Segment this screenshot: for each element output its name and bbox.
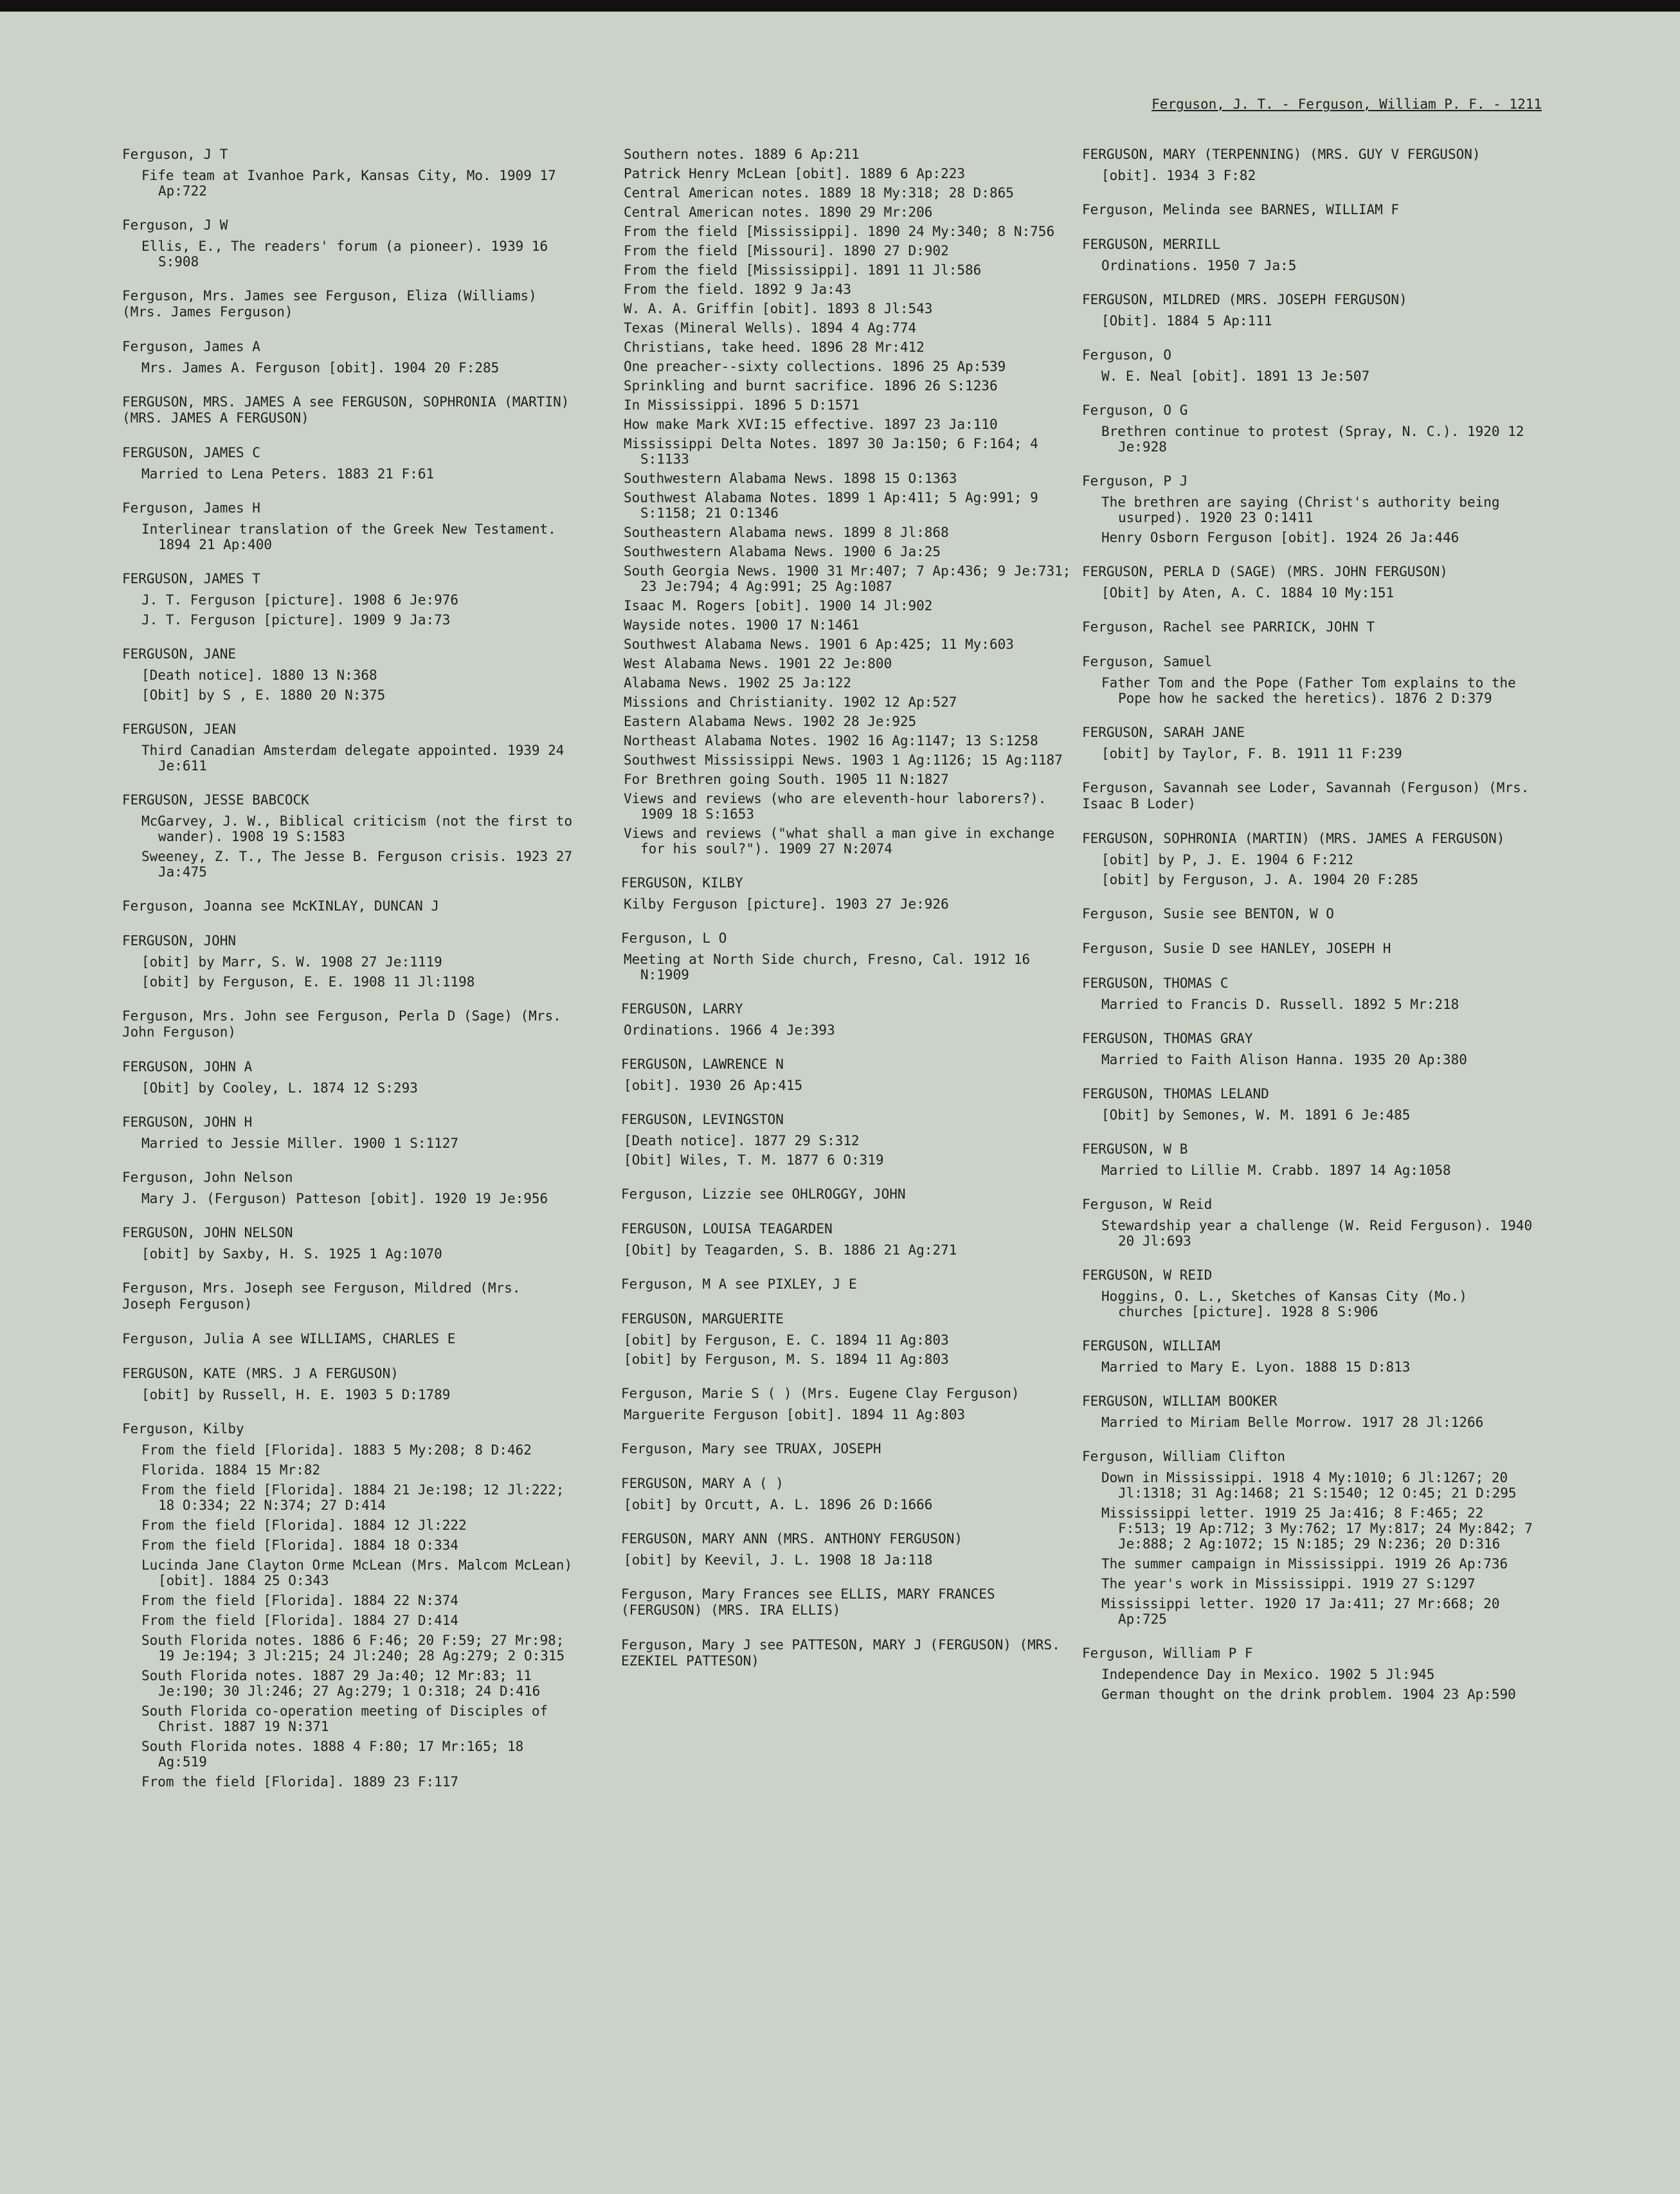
entry-citation: Meeting at North Side church, Fresno, Cal. 1912 16 N:1909 [624,952,1031,983]
entry-citation: Texas (Mineral Wells). 1894 4 Ag:774 [624,320,917,336]
entry-heading: Ferguson, Susie D see HANLEY, JOSEPH H [1082,941,1391,956]
entry-heading: Ferguson, Mary J see PATTESON, MARY J (FERGUSON) (MRS. EZEKIEL PATTESON) [621,1637,1060,1669]
entry-heading: Ferguson, William P F [1082,1646,1253,1661]
entry-citation: [obit] by Ferguson, J. A. 1904 20 F:285 [1101,872,1419,887]
index-entry [122,445,575,482]
entry-citation: Mississippi Delta Notes. 1897 30 Ja:150; 6 F:164; 4 S:1133 [624,436,1038,467]
entry-citation: From the field [Mississippi]. 1891 11 Jl:586 [624,262,982,278]
entry-citation: Marguerite Ferguson [obit]. 1894 11 Ag:803 [624,1407,966,1422]
index-entry [122,1331,575,1347]
entry-citation: Eastern Alabama News. 1902 28 Je:925 [624,714,917,729]
index-entry [1082,1393,1535,1430]
entry-citation: Wayside notes. 1900 17 N:1461 [624,617,860,633]
entry-heading: FERGUSON, JESSE BABCOCK [122,792,309,808]
entry-citation: [Obit] Wiles, T. M. 1877 6 O:319 [624,1152,884,1168]
entry-citation: McGarvey, J. W., Biblical criticism (not the first to wander). 1908 19 S:1583 [141,813,573,844]
entry-citation: Sprinkling and burnt sacrifice. 1896 26 S:1236 [624,378,998,394]
running-head: Ferguson, J. T. - Ferguson, William P. F. - 1211 [1152,96,1542,112]
entry-heading: Ferguson, O G [1082,403,1188,418]
entry-citation: Isaac M. Rogers [obit]. 1900 14 Jl:902 [624,598,933,613]
index-column-1 [122,147,575,1808]
index-entry [1082,1141,1535,1178]
entry-heading: FERGUSON, JANE [122,646,237,662]
entry-citation: Southwestern Alabama News. 1898 15 O:1363 [624,471,957,486]
index-entry [621,1386,1074,1422]
entry-citation: Third Canadian Amsterdam delegate appointed. 1939 24 Je:611 [141,743,565,774]
entry-citation: [obit] by Ferguson, M. S. 1894 11 Ag:803 [624,1352,949,1367]
index-entry [122,1059,575,1096]
index-entry [1082,1646,1535,1702]
entry-citation: [obit] by Marr, S. W. 1908 27 Je:1119 [141,954,442,970]
entry-citation: Father Tom and the Pope (Father Tom explains to the Pope how he sacked the heretics). 1876 2 D:379 [1101,675,1516,706]
index-entry [1082,831,1535,887]
index-entry [621,1276,1074,1292]
entry-citation: Fife team at Ivanhoe Park, Kansas City, Mo. 1909 17 Ap:722 [141,168,556,199]
index-entry [1082,473,1535,545]
index-entry [621,1441,1074,1457]
entry-citation: [obit] by Saxby, H. S. 1925 1 Ag:1070 [141,1246,442,1262]
index-entry [1082,975,1535,1012]
entry-citation: [obit] by Ferguson, E. C. 1894 11 Ag:803 [624,1332,949,1348]
entry-citation: Southwest Alabama Notes. 1899 1 Ap:411; 5 Ag:991; 9 S:1158; 21 O:1346 [624,490,1038,521]
entry-citation: Married to Lillie M. Crabb. 1897 14 Ag:1058 [1101,1163,1451,1178]
entry-heading: Ferguson, James A [122,339,260,354]
entry-citation: W. E. Neal [obit]. 1891 13 Je:507 [1101,368,1370,384]
entry-heading: Ferguson, Samuel [1082,654,1213,669]
entry-heading: FERGUSON, LEVINGSTON [621,1112,784,1127]
entry-citation: Southwest Mississippi News. 1903 1 Ag:1126; 15 Ag:1187 [624,752,1063,768]
entry-citation: Central American notes. 1889 18 My:318; 28 D:865 [624,185,1014,201]
index-entry [1082,1267,1535,1319]
entry-citation: Patrick Henry McLean [obit]. 1889 6 Ap:223 [624,166,966,181]
index-entry [122,898,575,914]
entry-heading: Ferguson, James H [122,500,260,516]
entry-citation: Sweeney, Z. T., The Jesse B. Ferguson crisis. 1923 27 Ja:475 [141,849,573,880]
entry-citation: [obit] by Taylor, F. B. 1911 11 F:239 [1101,746,1402,761]
entry-citation: [Death notice]. 1880 13 N:368 [141,667,377,683]
index-entry [1082,1086,1535,1123]
entry-citation: Interlinear translation of the Greek New Testament. 1894 21 Ap:400 [141,521,556,552]
entry-heading: Ferguson, P J [1082,473,1188,489]
entry-heading: FERGUSON, KILBY [621,875,743,891]
index-entry [621,1186,1074,1202]
index-entry [1082,237,1535,273]
entry-heading: Ferguson, Lizzie see OHLROGGY, JOHN [621,1186,906,1202]
entry-heading: Ferguson, J W [122,217,228,233]
index-entry [122,1170,575,1206]
entry-heading: FERGUSON, LAWRENCE N [621,1056,784,1072]
entry-heading: FERGUSON, MARGUERITE [621,1311,784,1327]
entry-citation: J. T. Ferguson [picture]. 1909 9 Ja:73 [141,612,451,628]
entry-citation: Northeast Alabama Notes. 1902 16 Ag:1147; 13 S:1258 [624,733,1038,748]
entry-citation: German thought on the drink problem. 1904 23 Ap:590 [1101,1687,1516,1702]
entry-citation: South Florida notes. 1887 29 Ja:40; 12 Mr:83; 11 Je:190; 30 Jl:246; 27 Ag:279; 1 O:318; 24 D:416 [141,1668,541,1699]
index-entry [1082,1338,1535,1375]
index-entry [122,1366,575,1402]
entry-citation: Brethren continue to protest (Spray, N. C.). 1920 12 Je:928 [1101,424,1524,455]
entry-heading: Ferguson, William Clifton [1082,1449,1286,1464]
entry-citation: From the field [Florida]. 1883 5 My:208; 8 D:462 [141,1442,532,1458]
entry-heading: FERGUSON, MRS. JAMES A see FERGUSON, SOPHRONIA (MARTIN) (MRS. JAMES A FERGUSON) [122,394,570,426]
entry-citation: From the field. 1892 9 Ja:43 [624,282,852,297]
entry-heading: FERGUSON, MARY A ( ) [621,1476,784,1491]
index-column-2 [621,147,1074,1688]
entry-citation: Married to Lena Peters. 1883 21 F:61 [141,466,435,482]
entry-heading: Ferguson, Susie see BENTON, W O [1082,906,1334,921]
index-entry [1082,1031,1535,1067]
entry-heading: FERGUSON, THOMAS C [1082,975,1229,991]
entry-citation: Views and reviews (who are eleventh-hour laborers?). 1909 18 S:1653 [624,791,1047,822]
entry-heading: FERGUSON, JOHN NELSON [122,1225,293,1240]
entry-heading: FERGUSON, MERRILL [1082,237,1220,252]
entry-citation: How make Mark XVI:15 effective. 1897 23 Ja:110 [624,417,998,432]
index-entry [621,1112,1074,1168]
index-entry [621,1531,1074,1568]
entry-citation: From the field [Missouri]. 1890 27 D:902 [624,243,949,258]
entry-citation: [obit] by Orcutt, A. L. 1896 26 D:1666 [624,1497,933,1512]
entry-citation: [Obit]. 1884 5 Ap:111 [1101,313,1272,329]
index-entry [1082,941,1535,957]
index-entry [621,1476,1074,1512]
entry-heading: FERGUSON, LOUISA TEAGARDEN [621,1221,833,1237]
scan-top-edge [0,0,1680,12]
entry-citation: [Obit] by Aten, A. C. 1884 10 My:151 [1101,585,1395,601]
entry-citation: [Obit] by S , E. 1880 20 N:375 [141,687,386,703]
index-entry [1082,347,1535,384]
index-entry [1082,619,1535,635]
entry-citation: South Florida co-operation meeting of Disciples of Christ. 1887 19 N:371 [141,1703,548,1734]
entry-citation: [Death notice]. 1877 29 S:312 [624,1133,860,1148]
entry-citation: Central American notes. 1890 29 Mr:206 [624,204,933,220]
entry-heading: Ferguson, J T [122,147,228,162]
entry-heading: FERGUSON, WILLIAM [1082,1338,1220,1354]
entry-citation: [obit] by P, J. E. 1904 6 F:212 [1101,852,1353,867]
entry-heading: FERGUSON, MARY ANN (MRS. ANTHONY FERGUSON) [621,1531,963,1546]
entry-citation: Ellis, E., The readers' forum (a pioneer). 1939 16 S:908 [141,239,548,269]
entry-citation: [obit]. 1930 26 Ap:415 [624,1078,803,1093]
index-entry [122,1421,575,1790]
index-entry [621,1056,1074,1093]
index-entry [1082,403,1535,455]
entry-citation: Lucinda Jane Clayton Orme McLean (Mrs. Malcom McLean) [obit]. 1884 25 O:343 [141,1557,573,1588]
entry-heading: FERGUSON, JAMES T [122,571,260,586]
index-entry [621,1311,1074,1367]
entry-citation: Mississippi letter. 1920 17 Ja:411; 27 Mr:668; 20 Ap:725 [1101,1596,1500,1627]
entry-heading: Ferguson, O [1082,347,1172,363]
entry-citation: [obit] by Ferguson, E. E. 1908 11 Jl:1198 [141,974,475,990]
entry-citation: The year's work in Mississippi. 1919 27 S:1297 [1101,1576,1476,1591]
index-entry [1082,202,1535,218]
index-entry [122,288,575,320]
entry-citation: J. T. Ferguson [picture]. 1908 6 Je:976 [141,592,459,608]
index-entry [621,1221,1074,1258]
entry-heading: Ferguson, Mrs. John see Ferguson, Perla D (Sage) (Mrs. John Ferguson) [122,1008,561,1040]
index-entry [1082,1449,1535,1627]
entry-heading: FERGUSON, WILLIAM BOOKER [1082,1393,1278,1409]
entry-heading: FERGUSON, W REID [1082,1267,1213,1283]
entry-citation: Alabama News. 1902 25 Ja:122 [624,675,852,691]
entry-heading: FERGUSON, JEAN [122,721,237,737]
entry-heading: FERGUSON, MILDRED (MRS. JOSEPH FERGUSON) [1082,292,1407,307]
entry-citation: [obit] by Keevil, J. L. 1908 18 Ja:118 [624,1552,933,1568]
entry-heading: Ferguson, W Reid [1082,1197,1213,1212]
entry-citation: Florida. 1884 15 Mr:82 [141,1462,321,1478]
entry-heading: FERGUSON, SOPHRONIA (MARTIN) (MRS. JAMES A FERGUSON) [1082,831,1505,846]
index-entry [122,217,575,269]
entry-heading: Ferguson, Melinda see BARNES, WILLIAM F [1082,202,1400,217]
entry-citation: From the field [Florida]. 1884 12 Jl:222 [141,1518,467,1533]
index-entry [122,792,575,880]
entry-citation: Mary J. (Ferguson) Patteson [obit]. 1920 19 Je:956 [141,1191,548,1206]
entry-heading: Ferguson, Mrs. Joseph see Ferguson, Mildred (Mrs. Joseph Ferguson) [122,1280,521,1312]
entry-citation: Mississippi letter. 1919 25 Ja:416; 8 F:465; 22 F:513; 19 Ap:712; 3 My:762; 17 My:817; 24 My:842; 7 Je:888; 2 Ag:1072; 15 N:185; 29 N:236; 20 D:316 [1101,1505,1533,1552]
entry-citation: Married to Faith Alison Hanna. 1935 20 Ap:380 [1101,1052,1467,1067]
entry-heading: Ferguson, L O [621,930,727,946]
entry-heading: FERGUSON, JAMES C [122,445,260,460]
entry-heading: Ferguson, Mary Frances see ELLIS, MARY FRANCES (FERGUSON) (MRS. IRA ELLIS) [621,1586,995,1618]
index-entry [122,721,575,774]
entry-heading: FERGUSON, MARY (TERPENNING) (MRS. GUY V FERGUSON) [1082,147,1481,162]
entry-citation: South Florida notes. 1886 6 F:46; 20 F:59; 27 Mr:98; 19 Je:194; 3 Jl:215; 24 Jl:240; 28 Ag:279; 2 O:315 [141,1633,565,1664]
entry-heading: Ferguson, Marie S ( ) (Mrs. Eugene Clay Ferguson) [621,1386,1020,1401]
index-column-3 [1082,147,1535,1721]
index-entry [122,646,575,703]
entry-citation: Married to Mary E. Lyon. 1888 15 D:813 [1101,1359,1411,1375]
entry-citation: Mrs. James A. Ferguson [obit]. 1904 20 F:285 [141,360,500,376]
index-entry [621,930,1074,983]
index-entry [122,933,575,990]
entry-citation: Married to Jessie Miller. 1900 1 S:1127 [141,1136,459,1151]
entry-citation: [Obit] by Cooley, L. 1874 12 S:293 [141,1080,418,1096]
entry-citation: Independence Day in Mexico. 1902 5 Jl:945 [1101,1667,1435,1682]
entry-citation: Christians, take heed. 1896 28 Mr:412 [624,340,925,355]
entry-heading: Ferguson, John Nelson [122,1170,293,1185]
entry-citation: From the field [Florida]. 1884 22 N:374 [141,1593,459,1608]
entry-citation: Married to Miriam Belle Morrow. 1917 28 Jl:1266 [1101,1415,1484,1430]
index-entry [621,1586,1074,1618]
entry-citation: One preacher--sixty collections. 1896 25 Ap:539 [624,359,1006,374]
index-entry [122,339,575,376]
entry-citation: For Brethren going South. 1905 11 N:1827 [624,772,949,787]
entry-citation: [Obit] by Semones, W. M. 1891 6 Je:485 [1101,1107,1411,1123]
index-entry [621,1637,1074,1669]
entry-heading: FERGUSON, THOMAS LELAND [1082,1086,1269,1102]
entry-citation: The brethren are saying (Christ's authority being usurped). 1920 23 O:1411 [1101,494,1500,525]
index-entry [1082,147,1535,183]
entry-citation: [obit] by Russell, H. E. 1903 5 D:1789 [141,1387,451,1402]
entry-heading: Ferguson, Rachel see PARRICK, JOHN T [1082,619,1375,635]
entry-citation: From the field [Florida]. 1884 27 D:414 [141,1613,459,1628]
entry-heading: Ferguson, Savannah see Loder, Savannah (Ferguson) (Mrs. Isaac B Loder) [1082,780,1530,811]
entry-heading: FERGUSON, JOHN H [122,1114,253,1130]
entry-citation: Married to Francis D. Russell. 1892 5 Mr:218 [1101,997,1459,1012]
index-entry [122,1225,575,1262]
entry-citation: [obit]. 1934 3 F:82 [1101,168,1256,183]
entry-heading: Ferguson, Julia A see WILLIAMS, CHARLES E [122,1331,456,1346]
entry-citation: Stewardship year a challenge (W. Reid Ferguson). 1940 20 Jl:693 [1101,1218,1533,1249]
entry-heading: FERGUSON, KATE (MRS. J A FERGUSON) [122,1366,399,1381]
entry-citation: From the field [Florida]. 1884 21 Je:198; 12 Jl:222; 18 O:334; 22 N:374; 27 D:414 [141,1482,565,1513]
entry-citation: Down in Mississippi. 1918 4 My:1010; 6 Jl:1267; 20 Jl:1318; 31 Ag:1468; 21 S:1540; 12 O:45; 21 D:295 [1101,1470,1517,1501]
entry-citation: In Mississippi. 1896 5 D:1571 [624,397,860,413]
index-entry [122,500,575,552]
entry-citation: W. A. A. Griffin [obit]. 1893 8 Jl:543 [624,301,933,316]
entry-heading: Ferguson, Kilby [122,1421,244,1437]
index-entry [1082,725,1535,761]
index-entry [122,1280,575,1312]
index-entry [1082,564,1535,601]
entry-citation: [Obit] by Teagarden, S. B. 1886 21 Ag:271 [624,1242,957,1258]
entry-heading: Ferguson, Mrs. James see Ferguson, Eliza (Williams) (Mrs. James Ferguson) [122,288,537,320]
entry-citation: Hoggins, O. L., Sketches of Kansas City (Mo.) churches [picture]. 1928 8 S:906 [1101,1289,1467,1319]
index-entry [122,1114,575,1151]
entry-heading: Ferguson, M A see PIXLEY, J E [621,1276,857,1292]
entry-heading: Ferguson, Joanna see McKINLAY, DUNCAN J [122,898,440,914]
entry-citation: The summer campaign in Mississippi. 1919 26 Ap:736 [1101,1556,1508,1572]
entry-citation: Southern notes. 1889 6 Ap:211 [624,147,860,162]
index-entry [122,1008,575,1040]
index-entry [1082,654,1535,706]
index-entry [1082,292,1535,329]
entry-heading: FERGUSON, PERLA D (SAGE) (MRS. JOHN FERGUSON) [1082,564,1448,579]
entry-citation: Henry Osborn Ferguson [obit]. 1924 26 Ja:446 [1101,530,1459,545]
entry-heading: FERGUSON, THOMAS GRAY [1082,1031,1253,1046]
entry-citation: South Georgia News. 1900 31 Mr:407; 7 Ap:436; 9 Je:731; 23 Je:794; 4 Ag:991; 25 Ag:1087 [624,563,1071,594]
index-entry [122,394,575,426]
index-entry [122,147,575,199]
entry-citation: Views and reviews ("what shall a man give in exchange for his soul?"). 1909 27 N:2074 [624,826,1055,857]
index-entry [1082,1197,1535,1249]
entry-heading: FERGUSON, JOHN A [122,1059,253,1074]
entry-citation: Ordinations. 1950 7 Ja:5 [1101,258,1297,273]
entry-citation: From the field [Mississippi]. 1890 24 My:340; 8 N:756 [624,224,1055,239]
index-entry [122,571,575,628]
entry-heading: Ferguson, Mary see TRUAX, JOSEPH [621,1441,881,1456]
entry-citation: Kilby Ferguson [picture]. 1903 27 Je:926 [624,896,949,912]
index-entry [621,147,1074,857]
entry-citation: From the field [Florida]. 1884 18 O:334 [141,1537,459,1553]
entry-heading: FERGUSON, LARRY [621,1001,743,1017]
entry-citation: Southwest Alabama News. 1901 6 Ap:425; 11 My:603 [624,637,1014,652]
index-entry [621,875,1074,912]
entry-citation: Missions and Christianity. 1902 12 Ap:527 [624,694,957,710]
entry-citation: Ordinations. 1966 4 Je:393 [624,1022,835,1038]
entry-citation: West Alabama News. 1901 22 Je:800 [624,656,892,671]
entry-heading: FERGUSON, SARAH JANE [1082,725,1245,740]
entry-citation: From the field [Florida]. 1889 23 F:117 [141,1774,459,1790]
index-entry [621,1001,1074,1038]
index-entry [1082,780,1535,812]
entry-citation: Southwestern Alabama News. 1900 6 Ja:25 [624,544,941,559]
index-entry [1082,906,1535,922]
entry-heading: FERGUSON, W B [1082,1141,1188,1157]
entry-heading: FERGUSON, JOHN [122,933,237,948]
entry-citation: South Florida notes. 1888 4 F:80; 17 Mr:165; 18 Ag:519 [141,1739,524,1770]
entry-citation: Southeastern Alabama news. 1899 8 Jl:868 [624,525,949,540]
